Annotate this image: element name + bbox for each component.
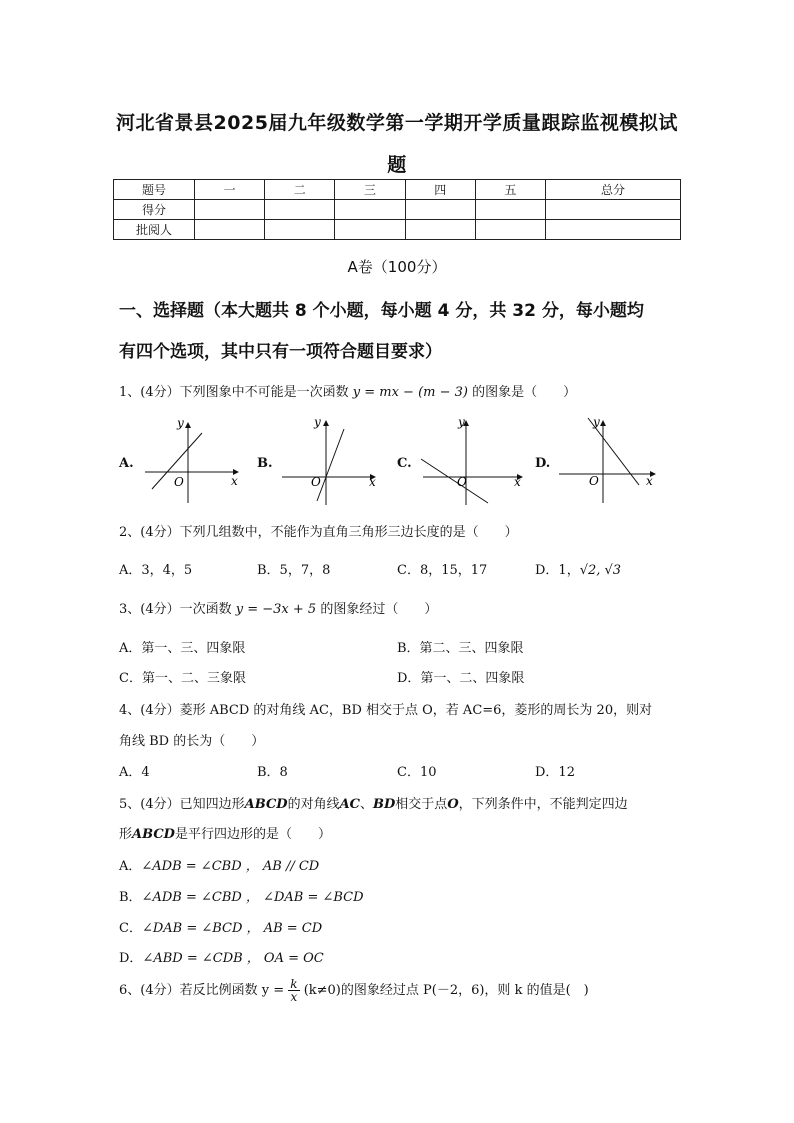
question-3-prefix: 3、(4分）一次函数 xyxy=(119,602,232,617)
exam-title-continued: 题 xyxy=(387,154,407,176)
q4-option-b: B．8 xyxy=(257,765,288,780)
header-cell: 五 xyxy=(475,180,545,200)
q4-option-a: A．4 xyxy=(119,765,150,780)
grader-cell xyxy=(475,220,545,240)
q2-option-b: B．5，7，8 xyxy=(257,563,331,578)
q5-option-d xyxy=(119,947,324,966)
q5-math: AC xyxy=(339,797,361,812)
header-cell: 四 xyxy=(405,180,475,200)
section-heading-continued: 有四个选项，其中只有一项符合题目要求） xyxy=(119,342,442,362)
grader-cell xyxy=(405,220,475,240)
function-line xyxy=(421,459,488,503)
grader-cell xyxy=(546,220,681,240)
score-table xyxy=(113,179,681,240)
question-1-formula: y = mx − (m − 3) xyxy=(352,385,468,400)
grader-cell xyxy=(335,220,405,240)
header-cell: 二 xyxy=(265,180,335,200)
origin-label: O xyxy=(589,474,599,488)
x-axis-label: x xyxy=(369,475,376,489)
score-cell xyxy=(546,200,681,220)
q1-graph-b xyxy=(279,415,384,505)
row-label: 批阅人 xyxy=(114,220,195,240)
q5-math: BD xyxy=(373,797,396,812)
score-cell xyxy=(405,200,475,220)
header-cell: 一 xyxy=(195,180,265,200)
q1-option-a-label: A. xyxy=(119,456,134,471)
function-line xyxy=(317,429,344,501)
fraction-denominator: x xyxy=(290,990,298,1004)
q5-text: 、 xyxy=(360,797,374,812)
x-axis-label: x xyxy=(231,474,238,488)
q5-math: ABCD xyxy=(244,797,288,812)
row-label: 得分 xyxy=(114,200,195,220)
question-5 xyxy=(119,793,689,812)
header-cell: 题号 xyxy=(114,180,195,200)
q1-option-b-label: B. xyxy=(257,456,273,471)
x-axis-label: x xyxy=(646,474,653,488)
q2-option-d-key: D．1， xyxy=(535,563,580,578)
question-1 xyxy=(119,381,689,400)
question-2: 2、(4分）下列几组数中，不能作为直角三角形三边长度的是（ ） xyxy=(119,525,518,540)
q3-option-d: D．第一、二、四象限 xyxy=(397,671,525,686)
origin-label: O xyxy=(311,475,321,489)
question-3-suffix: 的图象经过（ ） xyxy=(320,602,438,617)
y-axis-label: y xyxy=(458,415,465,429)
grader-row xyxy=(114,220,681,240)
q4-option-d: D．12 xyxy=(535,765,575,780)
origin-label: O xyxy=(457,475,467,489)
score-row xyxy=(114,200,681,220)
section-heading: 一、选择题（本大题共 8 个小题，每小题 4 分，共 32 分，每小题均 xyxy=(119,301,644,321)
question-6-prefix: 6、(4分）若反比例函数 y = xyxy=(119,983,285,998)
q1-graph-c xyxy=(418,415,528,505)
q5-option-b xyxy=(119,886,364,905)
volume-heading: A卷（100分） xyxy=(347,258,447,276)
score-table-header-row xyxy=(114,180,681,200)
q5-option-key: C． xyxy=(119,921,142,936)
q5-option-key: A． xyxy=(119,859,142,874)
q5-option-math: ∠ABD = ∠CDB ， OA = OC xyxy=(142,951,324,966)
q5-text: 5、(4分）已知四边形 xyxy=(119,797,245,812)
q5-math: ABCD xyxy=(132,827,175,842)
question-6-suffix: (k≠0)的图象经过点 P(－2，6)，则 k 的值是( ) xyxy=(303,983,589,998)
exam-title: 河北省景县2025届九年级数学第一学期开学质量跟踪监视模拟试 xyxy=(116,112,678,134)
q3-option-b: B．第二、三、四象限 xyxy=(397,641,524,656)
question-1-prefix: 1、(4分）下列图象中不可能是一次函数 xyxy=(119,385,349,400)
q5-text: 的对角线 xyxy=(287,797,340,812)
question-1-suffix: 的图象是（ ） xyxy=(472,385,577,400)
header-cell: 三 xyxy=(335,180,405,200)
q5-text: 相交于点 xyxy=(395,797,448,812)
score-cell xyxy=(475,200,545,220)
question-5-continued xyxy=(119,823,689,842)
q5-option-math: ∠ADB = ∠CBD ， AB // CD xyxy=(141,859,320,874)
origin-label: O xyxy=(174,475,184,489)
q5-text: 形 xyxy=(119,827,133,842)
question-6-fraction xyxy=(288,978,299,1003)
q1-graph-d xyxy=(557,415,661,505)
fraction-numerator: k xyxy=(290,977,298,991)
question-4-continued: 角线 BD 的长为（ ） xyxy=(119,734,265,749)
y-axis-label: y xyxy=(177,416,184,430)
q2-option-c: C．8，15，17 xyxy=(397,563,488,578)
q5-text: ，下列条件中，不能判定四边 xyxy=(458,797,628,812)
x-axis-label: x xyxy=(514,475,521,489)
q5-text: 是平行四边形的是（ ） xyxy=(174,827,331,842)
q2-option-d xyxy=(535,559,621,578)
y-axis-label: y xyxy=(593,415,600,429)
q5-option-a xyxy=(119,855,319,874)
q5-option-math: ∠ADB = ∠CBD ， ∠DAB = ∠BCD xyxy=(141,890,364,905)
score-cell xyxy=(265,200,335,220)
q1-graph-a xyxy=(140,415,245,505)
q3-option-a: A．第一、三、四象限 xyxy=(119,641,246,656)
score-cell xyxy=(195,200,265,220)
grader-cell xyxy=(195,220,265,240)
q5-option-key: B． xyxy=(119,890,142,905)
q5-option-math: ∠DAB = ∠BCD ， AB = CD xyxy=(141,921,323,936)
q5-math: O xyxy=(447,797,459,812)
y-axis-label: y xyxy=(314,415,321,429)
header-cell: 总分 xyxy=(546,180,681,200)
q1-option-c-label: C. xyxy=(397,456,412,471)
score-cell xyxy=(335,200,405,220)
q3-option-c: C．第一、二、三象限 xyxy=(119,671,246,686)
question-3-formula: y = −3x + 5 xyxy=(235,602,317,617)
q2-option-d-math: √2, √3 xyxy=(579,563,622,578)
question-6 xyxy=(119,978,689,1003)
q2-option-a: A．3，4，5 xyxy=(119,563,193,578)
q1-option-d-label: D. xyxy=(535,456,551,471)
question-3 xyxy=(119,598,689,617)
q5-option-c xyxy=(119,917,322,936)
q5-option-key: D． xyxy=(119,951,143,966)
question-4: 4、(4分）菱形 ABCD 的对角线 AC，BD 相交于点 O，若 AC=6，菱形的周长为 20，则对 xyxy=(119,703,653,718)
grader-cell xyxy=(265,220,335,240)
q4-option-c: C．10 xyxy=(397,765,437,780)
